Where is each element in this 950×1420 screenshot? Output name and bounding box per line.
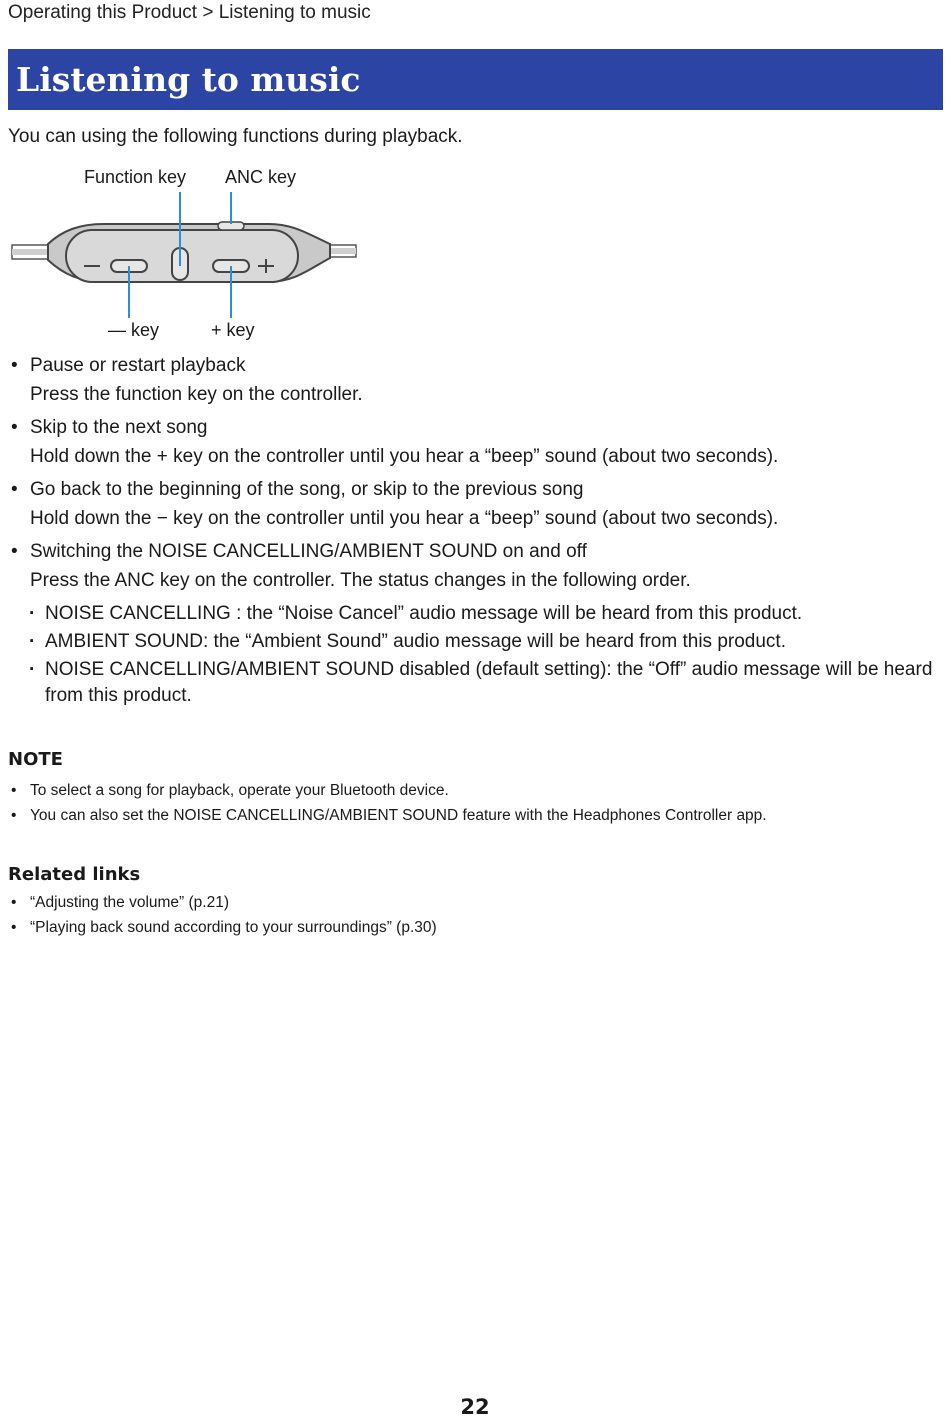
function-key-label: Function key bbox=[84, 167, 187, 187]
minus-key-label: — key bbox=[108, 320, 160, 340]
list-item bbox=[8, 475, 943, 533]
sub-list-item bbox=[8, 627, 943, 655]
item-title: • Switching the NOISE CANCELLING/AMBIENT SOUND on and off bbox=[30, 541, 587, 562]
list-item bbox=[8, 351, 943, 409]
note-heading: NOTE bbox=[8, 749, 63, 770]
playback-functions-list bbox=[8, 351, 943, 709]
item-title: • Pause or restart playback bbox=[30, 355, 246, 376]
sub-item-text: · NOISE CANCELLING/AMBIENT SOUND disabled (default setting): the “Off” audio message will be heard from this product. bbox=[45, 659, 933, 706]
list-item bbox=[8, 537, 943, 595]
sub-item-text: · AMBIENT SOUND: the “Ambient Sound” audio message will be heard from this product. bbox=[45, 631, 786, 652]
related-link[interactable]: • “Adjusting the volume” (p.21) bbox=[8, 890, 943, 915]
related-links-list bbox=[8, 890, 943, 940]
page-number: 22 bbox=[460, 1395, 490, 1419]
item-description: Press the ANC key on the controller. The status changes in the following order. bbox=[30, 570, 691, 591]
list-item bbox=[8, 413, 943, 471]
intro-text: You can using the following functions during playback. bbox=[8, 126, 463, 147]
controller-illustration bbox=[8, 160, 368, 350]
item-description: Hold down the − key on the controller until you hear a “beep” sound (about two seconds). bbox=[30, 508, 779, 529]
sub-list-item bbox=[8, 655, 943, 709]
related-link[interactable]: • “Playing back sound according to your surroundings” (p.30) bbox=[8, 915, 943, 940]
note-list bbox=[8, 778, 943, 828]
sub-item-text: · NOISE CANCELLING : the “Noise Cancel” audio message will be heard from this product. bbox=[45, 603, 803, 624]
note-item: • You can also set the NOISE CANCELLING/AMBIENT SOUND feature with the Headphones Controller app. bbox=[8, 803, 943, 828]
controller-diagram bbox=[8, 160, 368, 350]
item-title: • Skip to the next song bbox=[30, 417, 208, 438]
related-links-heading: Related links bbox=[8, 864, 141, 885]
page-title: Listening to music bbox=[16, 60, 361, 99]
item-description: Hold down the + key on the controller until you hear a “beep” sound (about two seconds). bbox=[30, 446, 779, 467]
item-title: • Go back to the beginning of the song, or skip to the previous song bbox=[30, 479, 584, 500]
breadcrumb: Operating this Product > Listening to music bbox=[8, 2, 371, 23]
page-title-bar bbox=[8, 49, 943, 110]
plus-key-label: + key bbox=[211, 320, 255, 340]
note-item: • To select a song for playback, operate your Bluetooth device. bbox=[8, 778, 943, 803]
item-description: Press the function key on the controller. bbox=[30, 384, 363, 405]
anc-key-label: ANC key bbox=[225, 167, 297, 187]
sub-list-item bbox=[8, 599, 943, 627]
